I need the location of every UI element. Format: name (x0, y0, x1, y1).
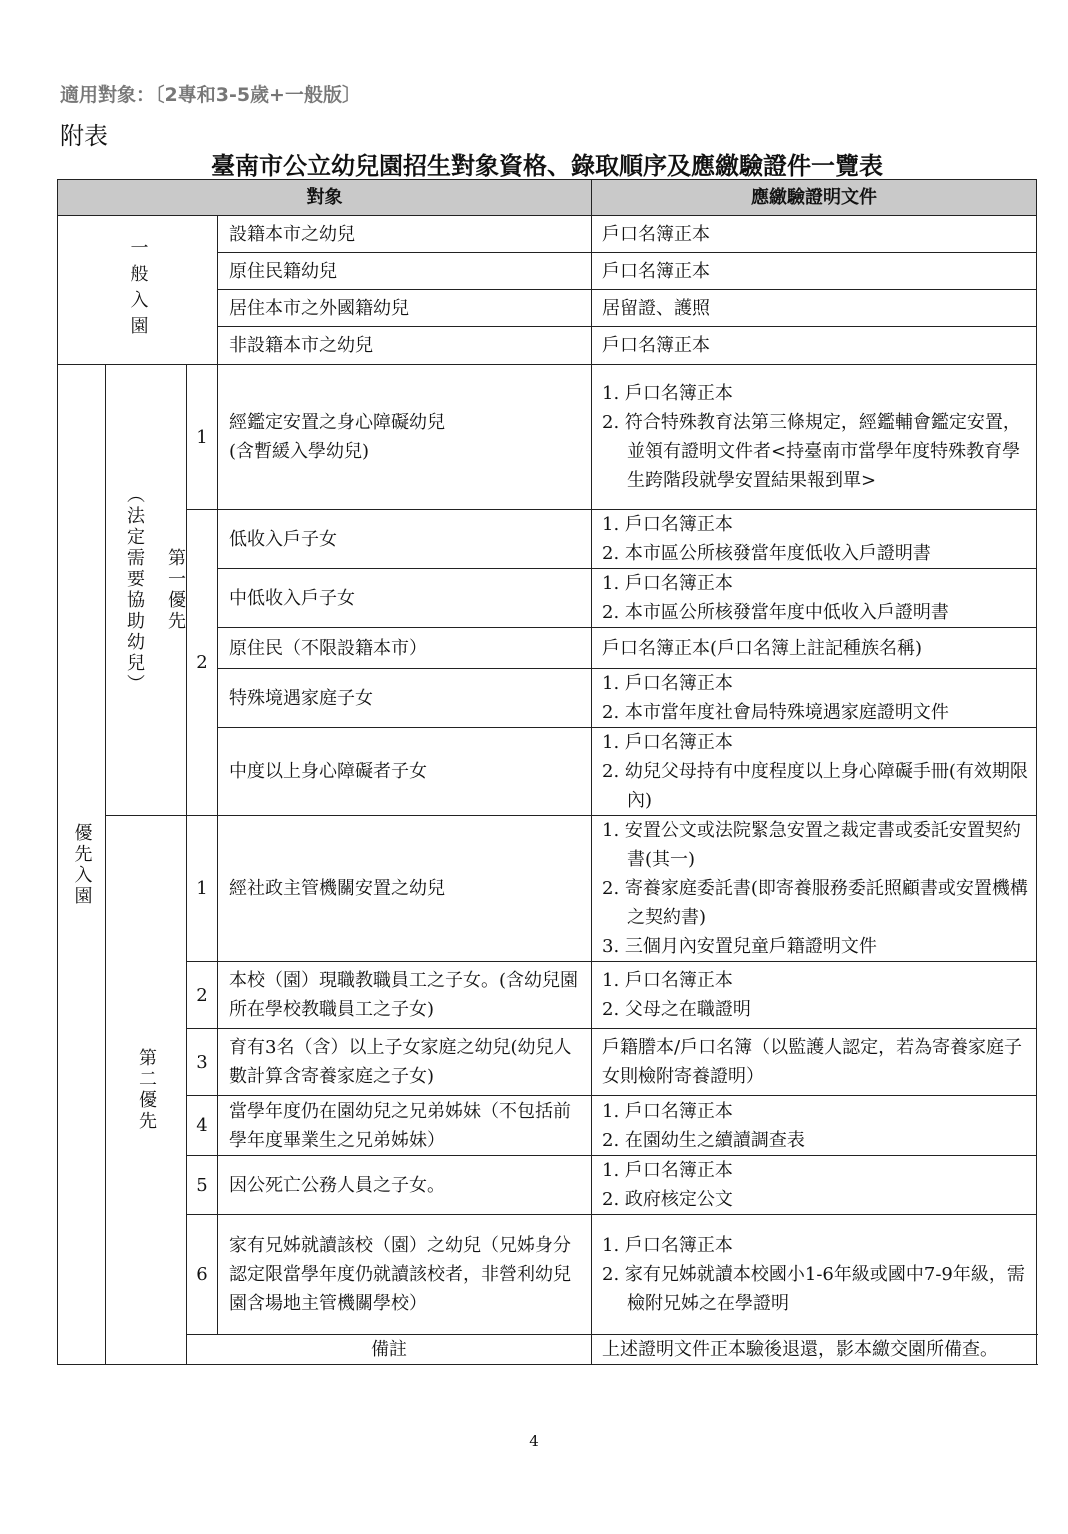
subject-cell: 育有3名（含）以上子女家庭之幼兒(幼兒人數計算含寄養家庭之子女) (218, 1029, 592, 1096)
table-row (58, 1215, 1037, 1335)
general-admission-label (58, 216, 218, 365)
document-cell (592, 1156, 1037, 1215)
document-item: 2. 在園幼生之續讀調查表 (602, 1129, 805, 1151)
document-cell (592, 569, 1037, 628)
document-item: 1. 戶口名簿正本 (602, 970, 733, 991)
document-item: 2. 政府核定公文 (602, 1189, 733, 1210)
first-priority-label (106, 365, 187, 816)
document-cell (592, 365, 1037, 510)
priority-admission-text: 優先入園 (71, 822, 93, 907)
subject-cell: 經社政主管機關安置之幼兒 (218, 816, 592, 962)
general-admission-text: 一般入園 (127, 238, 149, 342)
document-cell (592, 1096, 1037, 1156)
audience-label: 適用對象：〔2專和3-5歲+一般版〕 (60, 84, 361, 106)
document-item: 3. 三個月內安置兒童戶籍證明文件 (602, 936, 877, 957)
first-priority-sublabel: （法定需要協助幼兒） (124, 485, 145, 695)
document-cell (592, 816, 1037, 962)
appendix-label: 附表 (60, 122, 108, 150)
header-subject: 對象 (58, 180, 592, 216)
subject-cell: 本校（園）現職教職員工之子女。(含幼兒園所在學校教職員工之子女) (218, 962, 592, 1029)
subject-cell: 原住民（不限設籍本市） (218, 628, 592, 669)
document-cell: 戶口名簿正本(戶口名簿上註記種族名稱) (592, 628, 1037, 669)
second-priority-text: 第二優先 (136, 1048, 157, 1132)
document-cell: 戶口名簿正本 (592, 216, 1037, 253)
document-cell (592, 1215, 1037, 1335)
subject-cell: 家有兄姊就讀該校（園）之幼兒（兄姊身分認定限當學年度仍就讀該校者，非營利幼兒園含場地主管機關學校） (218, 1215, 592, 1335)
subject-line: (含暫緩入學幼兒) (229, 441, 370, 462)
group-number: 4 (187, 1096, 218, 1156)
subject-cell: 非設籍本市之幼兒 (218, 327, 592, 365)
page-number: 4 (529, 1432, 539, 1450)
table-row (58, 216, 1037, 253)
table-row (58, 365, 1037, 510)
table-row (58, 1096, 1037, 1156)
group-number: 2 (187, 510, 218, 816)
table-row (58, 510, 1037, 569)
document-cell (592, 962, 1037, 1029)
header-documents: 應繳驗證明文件 (592, 180, 1037, 216)
document-item: 1. 戶口名簿正本 (602, 1160, 733, 1181)
document-item: 2. 本市當年度社會局特殊境遇家庭證明文件 (602, 702, 949, 723)
group-number: 6 (187, 1215, 218, 1335)
subject-cell: 原住民籍幼兒 (218, 253, 592, 290)
subject-cell: 特殊境遇家庭子女 (218, 669, 592, 728)
page-title: 臺南市公立幼兒園招生對象資格、錄取順序及應繳驗證件一覽表 (211, 151, 883, 180)
subject-cell (218, 365, 592, 510)
document-cell: 戶口名簿正本 (592, 253, 1037, 290)
document-item: 1. 戶口名簿正本 (602, 514, 733, 535)
second-priority-label (106, 816, 187, 1365)
group-number: 1 (187, 816, 218, 962)
first-priority-text: 第一優先 (165, 548, 186, 632)
priority-admission-label (58, 365, 106, 1365)
subject-cell: 當學年度仍在園幼兒之兄弟姊妹（不包括前學年度畢業生之兄弟姊妹） (218, 1096, 592, 1156)
document-cell: 戶口名簿正本 (592, 327, 1037, 365)
subject-cell: 中低收入戶子女 (218, 569, 592, 628)
group-number: 2 (187, 962, 218, 1029)
document-cell: 居留證、護照 (592, 290, 1037, 327)
document-item: 2. 符合特殊教育法第三條規定，經鑑輔會鑑定安置，並領有證明文件者<持臺南市當學年度特殊教育學生跨階段就學安置結果報到單> (602, 412, 1021, 491)
document-item: 1. 戶口名簿正本 (602, 673, 733, 694)
group-number: 1 (187, 365, 218, 510)
table-row (58, 816, 1037, 962)
table-row (58, 1156, 1037, 1215)
group-number: 3 (187, 1029, 218, 1096)
document-item: 2. 本市區公所核發當年度中低收入戶證明書 (602, 602, 949, 623)
subject-cell: 因公死亡公務人員之子女。 (218, 1156, 592, 1215)
document-item: 1. 戶口名簿正本 (602, 383, 733, 404)
document-item: 2. 父母之在職證明 (602, 999, 751, 1020)
subject-cell: 中度以上身心障礙者子女 (218, 728, 592, 816)
subject-cell: 設籍本市之幼兒 (218, 216, 592, 253)
document-cell: 戶籍謄本/戶口名簿（以監護人認定，若為寄養家庭子女則檢附寄養證明） (592, 1029, 1037, 1096)
remark-row (58, 1335, 1037, 1365)
document-item: 2. 家有兄姊就讀本校國小1-6年級或國中7-9年級，需檢附兄姊之在學證明 (602, 1264, 1025, 1314)
document-cell (592, 510, 1037, 569)
subject-cell: 低收入戶子女 (218, 510, 592, 569)
document-cell (592, 669, 1037, 728)
subject-cell: 居住本市之外國籍幼兒 (218, 290, 592, 327)
table-row (58, 1029, 1037, 1096)
group-number: 5 (187, 1156, 218, 1215)
document-cell (592, 728, 1037, 816)
document-item: 1. 戶口名簿正本 (602, 573, 733, 594)
document-item: 2. 幼兒父母持有中度程度以上身心障礙手冊(有效期限內) (602, 761, 1028, 811)
admission-table (57, 179, 1037, 1365)
document-item: 1. 戶口名簿正本 (602, 732, 733, 753)
document-item: 1. 戶口名簿正本 (602, 1100, 733, 1122)
remark-label: 備註 (187, 1335, 592, 1365)
document-item: 1. 戶口名簿正本 (602, 1235, 733, 1256)
document-item: 1. 安置公文或法院緊急安置之裁定書或委託安置契約書(其一) (602, 820, 1021, 870)
document-item: 2. 本市區公所核發當年度低收入戶證明書 (602, 543, 931, 564)
subject-line: 經鑑定安置之身心障礙幼兒 (229, 412, 445, 433)
remark-text: 上述證明文件正本驗後退還，影本繳交園所備查。 (592, 1335, 1037, 1365)
table-row (58, 962, 1037, 1029)
table-header-row (58, 180, 1037, 216)
document-item: 2. 寄養家庭委託書(即寄養服務委託照顧書或安置機構之契約書) (602, 878, 1028, 928)
